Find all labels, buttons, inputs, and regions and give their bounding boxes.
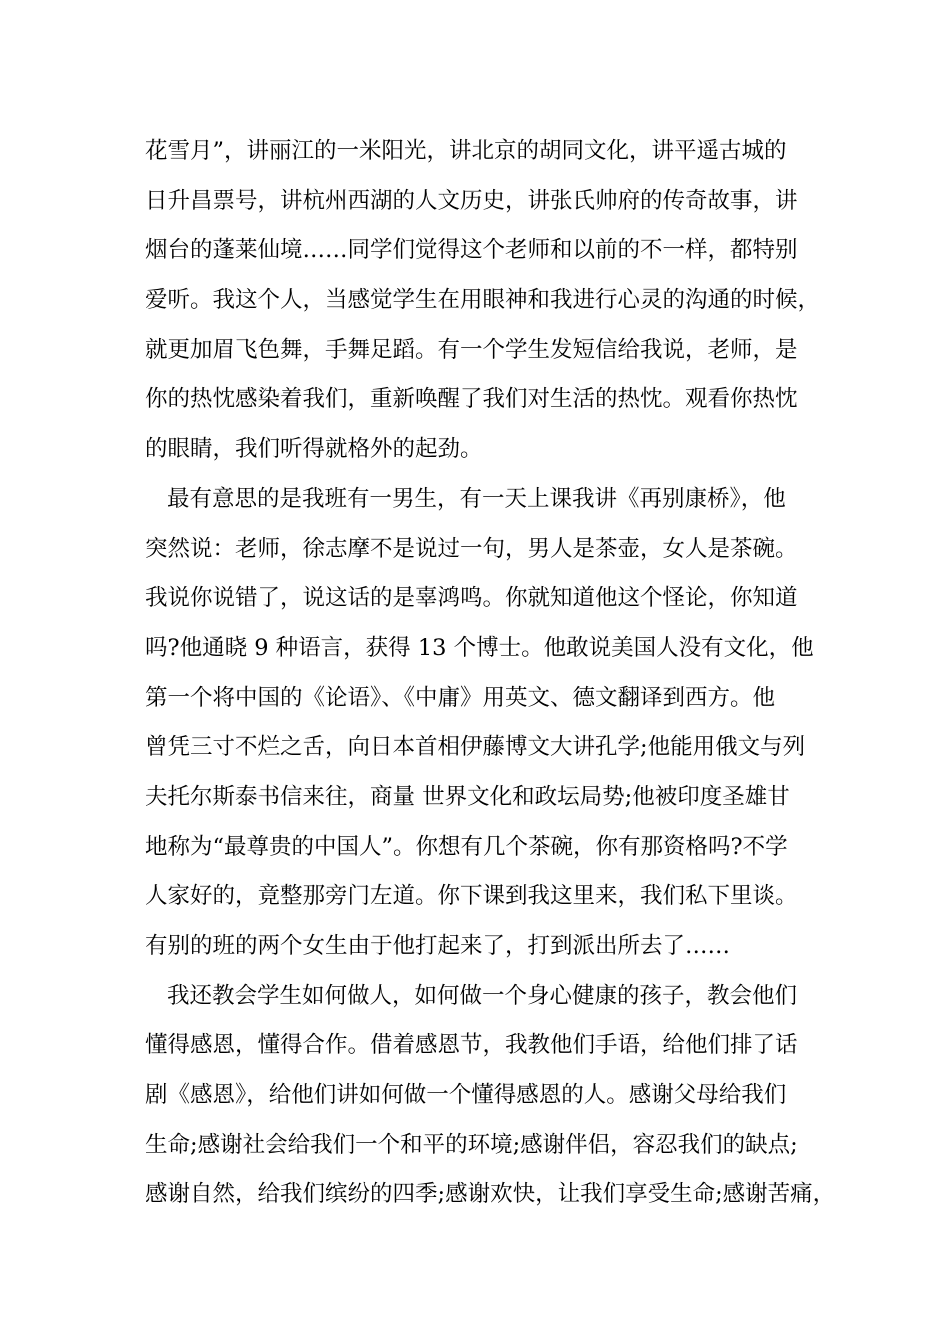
text-line: 的眼睛，我们听得就格外的起劲。 [145,436,483,463]
text-line: 有别的班的两个女生由于他打起来了，打到派出所去了…… [145,933,731,959]
text-line: 烟台的蓬莱仙境……同学们觉得这个老师和以前的不一样，都特别 [145,237,798,264]
text-line: 就更加眉飞色舞，手舞足蹈。有一个学生发短信给我说，老师，是 [145,336,798,363]
text-line: 你的热忱感染着我们，重新唤醒了我们对生活的热忱。观看你热忱 [145,386,798,413]
text-line: 剧《感恩》，给他们讲如何做一个懂得感恩的人。感谢父母给我们 [145,1082,787,1109]
text-line: 日升昌票号，讲杭州西湖的人文历史，讲张氏帅府的传奇故事，讲 [145,187,798,214]
paragraph-start-line: 我还教会学生如何做人，如何做一个身心健康的孩子，教会他们 [167,982,798,1009]
text-line: 花雪月”，讲丽江的一米阳光，讲北京的胡同文化，讲平遥古城的 [145,138,787,164]
text-line: 曾凭三寸不烂之舌，向日本首相伊藤博文大讲孔学;他能用俄文与列 [145,734,806,761]
text-line: 突然说：老师，徐志摩不是说过一句，男人是茶壶，女人是茶碗。 [145,535,798,562]
text-line: 夫托尔斯泰书信来往，商量 世界文化和政坛局势;他被印度圣雄甘 [145,783,790,810]
text-line: 生命;感谢社会给我们一个和平的环境;感谢伴侣，容忍我们的缺点; [145,1131,798,1158]
text-line: 第一个将中国的《论语》、《中庸》用英文、德文翻译到西方。他 [145,684,776,711]
text-line: 人家好的，竟整那旁门左道。你下课到我这里来，我们私下里谈。 [145,883,798,910]
paragraph-start-line: 最有意思的是我班有一男生，有一天上课我讲《再别康桥》，他 [167,485,786,512]
text-line: 爱听。我这个人，当感觉学生在用眼神和我进行心灵的沟通的时候， [145,287,821,314]
text-line: 吗?他通晓 9 种语言，获得 13 个博士。他敢说美国人没有文化，他 [145,634,814,661]
text-line: 感谢自然，给我们缤纷的四季;感谢欢快，让我们享受生命;感谢苦痛， [145,1181,836,1208]
text-line: 地称为“最尊贵的中国人”。你想有几个茶碗，你有那资格吗?不学 [145,833,788,860]
body-text [145,127,836,1220]
text-line: 懂得感恩，懂得合作。借着感恩节，我教他们手语，给他们排了话 [145,1032,798,1059]
text-line: 我说你说错了，说这话的是辜鸿鸣。你就知道他这个怪论，你知道 [145,585,798,612]
